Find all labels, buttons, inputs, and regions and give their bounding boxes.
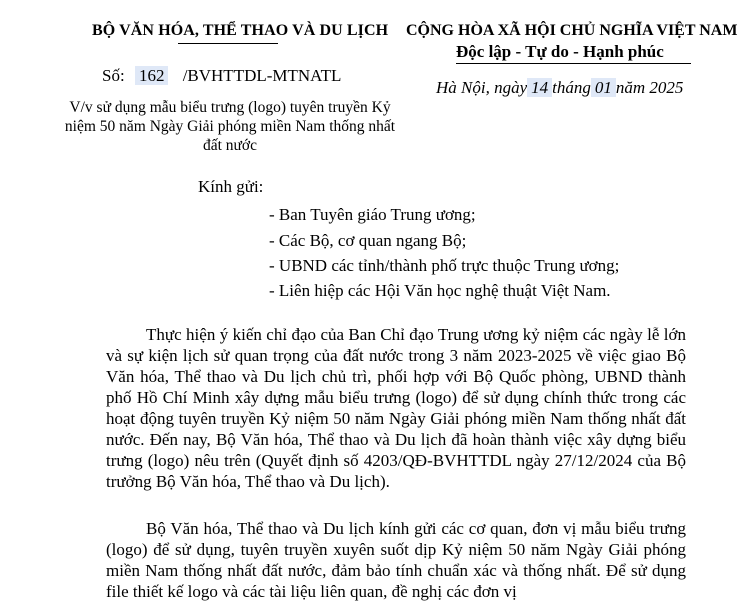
number-prefix: Số: bbox=[102, 66, 125, 85]
month-word: tháng bbox=[552, 78, 591, 97]
document-number-line bbox=[102, 66, 341, 86]
number-suffix: /BVHTTDL-MTNATL bbox=[182, 66, 342, 85]
org-underline bbox=[178, 43, 278, 44]
body-paragraph: Bộ Văn hóa, Thể thao và Du lịch kính gửi các cơ quan, đơn vị mẫu biểu trưng (logo) để sử dụng, tuyên truyền xuyên suốt dịp Kỷ niệm 50 năm Ngày Giải phóng miền Nam thống nhất đất nước, đảm bảo tính chuẩn xác và thống nhất. Để sử dụng file thiết kế logo và các tài liệu liên quan, đề nghị các đơn vị bbox=[106, 519, 686, 601]
motto-underline bbox=[456, 63, 691, 64]
date-day: 14 bbox=[527, 78, 552, 97]
recipients-label: Kính gửi: bbox=[198, 177, 264, 196]
issuing-organization: BỘ VĂN HÓA, THỂ THAO VÀ DU LỊCH bbox=[92, 22, 389, 39]
date-month: 01 bbox=[591, 78, 616, 97]
national-motto: Độc lập - Tự do - Hạnh phúc bbox=[456, 42, 664, 61]
year-text: năm 2025 bbox=[615, 78, 684, 97]
place-and-date bbox=[436, 78, 683, 98]
recipient-item: - UBND các tỉnh/thành phố trực thuộc Trung ương; bbox=[269, 256, 620, 275]
body-paragraph: Thực hiện ý kiến chỉ đạo của Ban Chỉ đạo Trung ương kỷ niệm các ngày lễ lớn và sự kiện lịch sử quan trọng của đất nước trong 3 năm 2023-2025 về việc giao Bộ Văn hóa, Thể thao và Du lịch chủ trì, phối hợp với Bộ Quốc phòng, UBND thành phố Hồ Chí Minh xây dựng mẫu biểu trưng (logo) để sử dụng chính thức trong các hoạt động tuyên truyền Kỷ niệm 50 năm Ngày Giải phóng miền Nam thống nhất đất nước. Đến nay, Bộ Văn hóa, Thể thao và Du lịch đã hoàn thành việc xây dựng biểu trưng (logo) nêu trên (Quyết định số 4203/QĐ-BVHTTDL ngày 27/12/2024 của Bộ trưởng Bộ Văn hóa, Thể thao và Du lịch). bbox=[106, 325, 686, 491]
recipient-item: - Liên hiệp các Hội Văn học nghệ thuật Việt Nam. bbox=[269, 281, 611, 300]
document-subject: V/v sử dụng mẫu biểu trưng (logo) tuyên truyền Kỷ niệm 50 năm Ngày Giải phóng miền Nam thống nhất đất nước bbox=[64, 99, 396, 154]
nation-name: CỘNG HÒA XÃ HỘI CHỦ NGHĨA VIỆT NAM bbox=[406, 22, 738, 39]
place-prefix: Hà Nội, ngày bbox=[436, 78, 528, 97]
recipient-item: - Các Bộ, cơ quan ngang Bộ; bbox=[269, 231, 467, 250]
recipient-item: - Ban Tuyên giáo Trung ương; bbox=[269, 205, 476, 224]
document-number: 162 bbox=[135, 66, 169, 85]
